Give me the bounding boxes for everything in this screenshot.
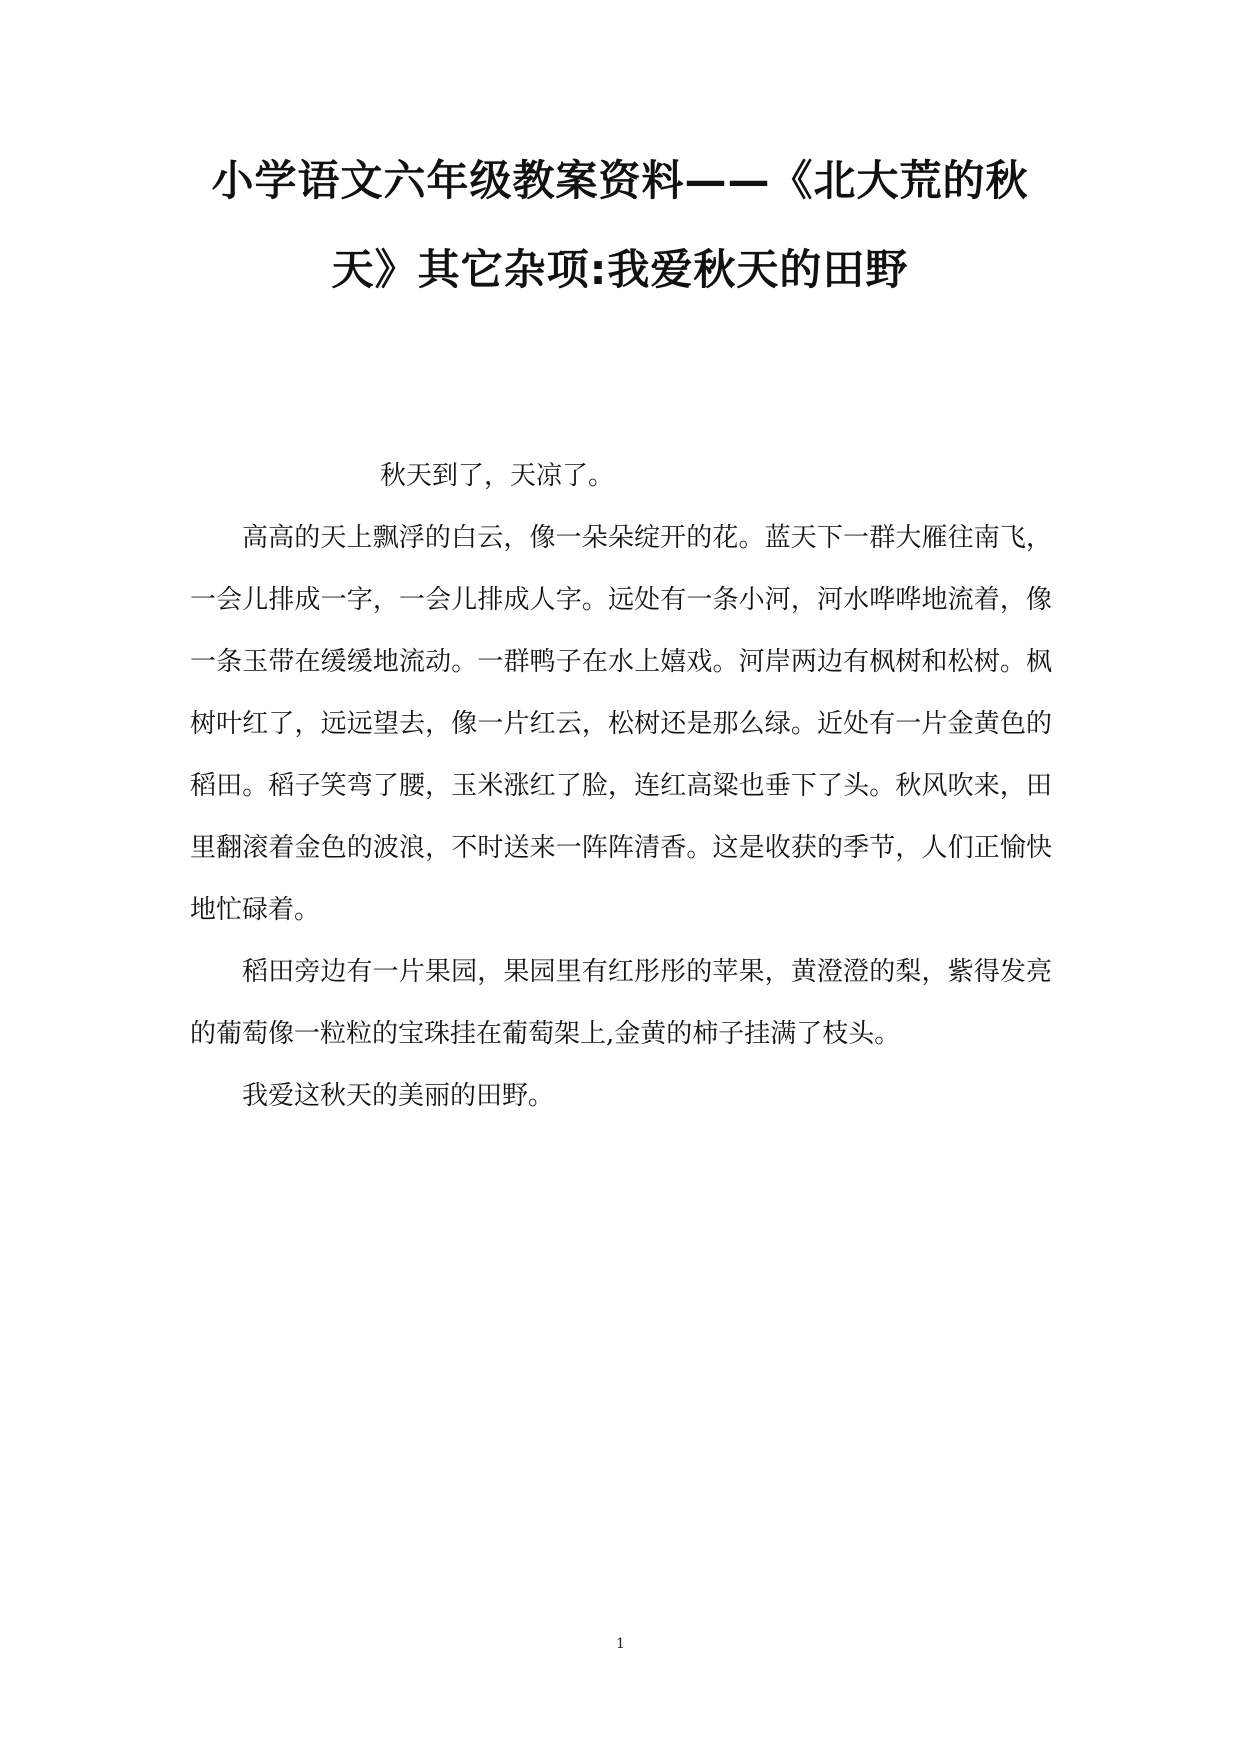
paragraph-1: 秋天到了，天凉了。 xyxy=(380,461,615,491)
title-line-2: 天》其它杂项:我爱秋天的田野 xyxy=(331,245,909,294)
page-number: 1 xyxy=(616,1636,625,1652)
paragraph-3: 稻田旁边有一片果园，果园里有红彤彤的苹果，黄澄澄的梨，紫得发亮的葡萄像一粒粒的宝珠挂在葡萄架上,金黄的柿子挂满了枝头。 xyxy=(190,957,1052,1049)
paragraph-2: 高高的天上飘浮的白云，像一朵朵绽开的花。蓝天下一群大雁往南飞，一会儿排成一字，一会儿排成人字。远处有一条小河，河水哗哗地流着，像一条玉带在缓缓地流动。一群鸭子在水上嬉戏。河岸两边有枫树和松树。枫树叶红了，远远望去，像一片红云，松树还是那么绿。近处有一片金黄色的稻田。稻子笑弯了腰，玉米涨红了脸，连红高粱也垂下了头。秋风吹来，田里翻滚着金色的波浪，不时送来一阵阵清香。这是收获的季节，人们正愉快地忙碌着。 xyxy=(190,523,1052,925)
title-line-1: 小学语文六年级教案资料——《北大荒的秋 xyxy=(211,156,1029,205)
paragraph-4: 我爱这秋天的美丽的田野。 xyxy=(242,1081,555,1111)
document-body xyxy=(190,445,1052,1127)
